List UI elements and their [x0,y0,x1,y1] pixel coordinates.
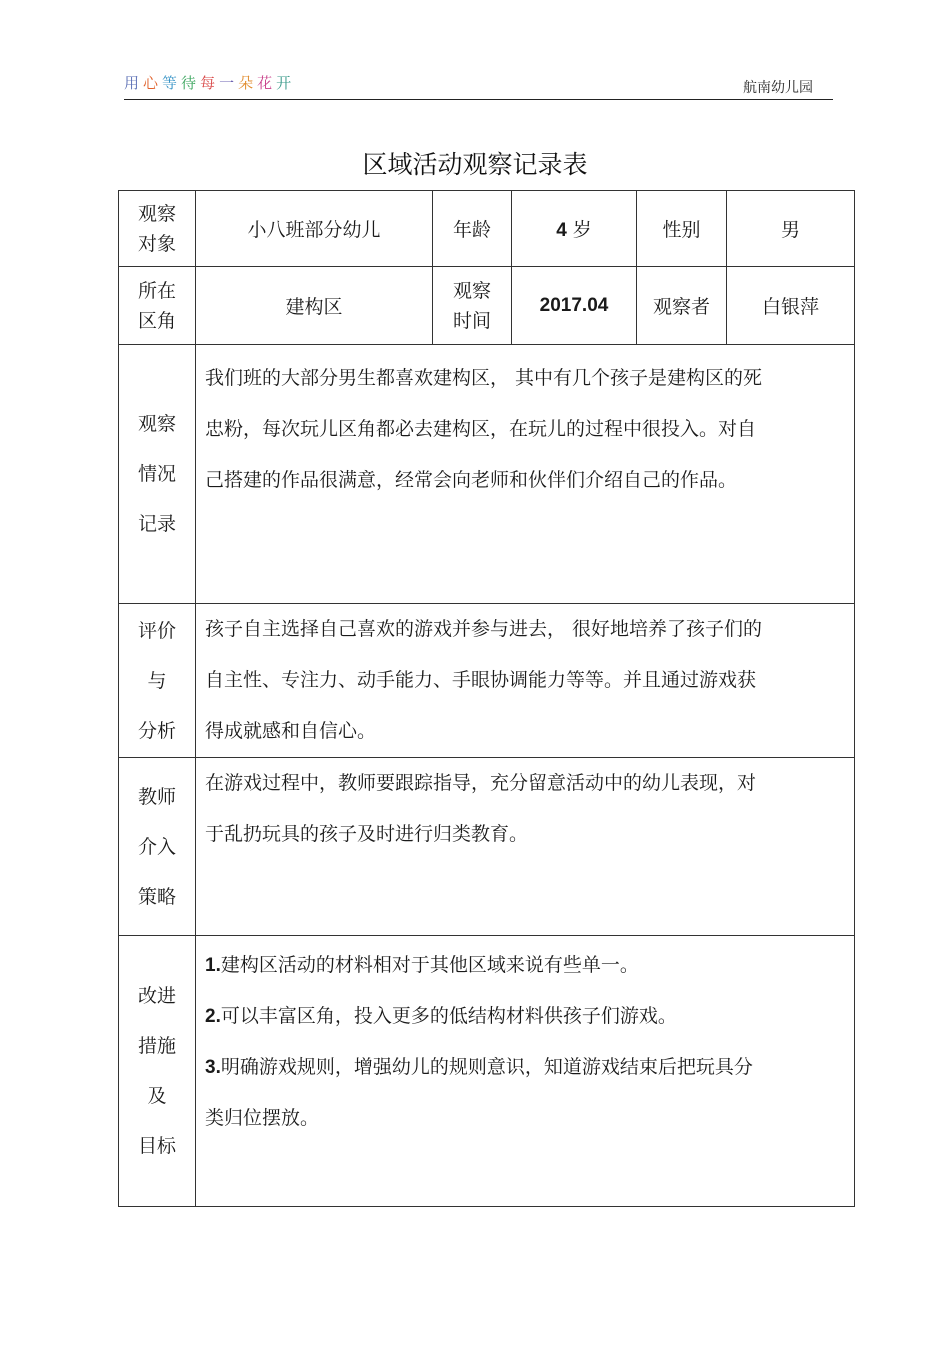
paragraph-line: 忠粉，每次玩儿区角都必去建构区，在玩儿的过程中很投入。对自 [205,418,757,440]
label-line: 时间 [452,309,491,332]
evaluation-content [196,604,855,758]
slogan-char: 心 [143,74,163,92]
paragraph-line: 孩子自主选择自己喜欢的游戏并参与进去， 很好地培养了孩子们的 [205,618,763,640]
label-line: 区角 [137,309,176,332]
page-title: 区域活动观察记录表 [362,150,588,179]
strategy-label [119,758,196,936]
header-slogan [124,72,295,93]
time-label [433,267,512,345]
slogan-char: 一 [219,74,239,92]
slogan-char: 花 [257,74,277,92]
slogan-char: 每 [200,74,220,92]
label-line: 与 [147,669,167,692]
label-line: 及 [147,1085,167,1107]
slogan-char: 待 [181,74,201,92]
evaluation-label [119,604,196,758]
age-unit: 岁 [566,219,592,241]
label-line: 观察 [137,413,176,435]
slogan-char: 用 [124,74,144,92]
strategy-content [196,758,855,936]
age-label: 年龄 [433,191,512,267]
paragraph-line: 于乱扔玩具的孩子及时进行归类教育。 [205,823,529,845]
label-line: 介入 [137,835,176,858]
list-item [205,940,836,991]
item-number: 3. [205,1057,221,1078]
paragraph-line: 我们班的大部分男生都喜欢建构区， 其中有几个孩子是建构区的死 [205,367,763,389]
paragraph-line: 得成就感和自信心。 [205,720,377,742]
time-value: 2017.04 [512,267,637,345]
label-line: 改进 [137,985,176,1007]
label-line: 所在 [137,279,176,302]
slogan-char: 等 [162,74,182,92]
label-line: 情况 [137,463,176,485]
paragraph-line: 自主性、专注力、动手能力、手眼协调能力等等。并且通过游戏获 [205,669,757,691]
table-row [119,936,855,1207]
label-line: 策略 [137,885,176,908]
label-line: 目标 [137,1135,176,1157]
area-value: 建构区 [196,267,433,345]
label-line: 观察 [137,202,176,225]
paragraph-line: 在游戏过程中，教师要跟踪指导，充分留意活动中的幼儿表现，对 [205,772,757,794]
subject-label [119,191,196,267]
age-value [512,191,637,267]
item-text: 明确游戏规则，增强幼儿的规则意识，知道游戏结束后把玩具分 [220,1056,753,1078]
observation-record-table [118,190,855,1207]
paragraph-line: 类归位摆放。 [205,1107,320,1129]
table-row [119,345,855,604]
observer-label: 观察者 [637,267,727,345]
improvement-content [196,936,855,1207]
label-line: 观察 [452,279,491,302]
label-line: 对象 [137,232,176,255]
paragraph-line: 己搭建的作品很满意，经常会向老师和伙伴们介绍自己的作品。 [205,469,738,491]
label-line: 记录 [137,513,176,535]
label-line: 教师 [137,785,176,808]
slogan-char: 开 [276,74,296,92]
table-row [119,758,855,936]
improvement-label [119,936,196,1207]
header-divider [124,99,833,100]
table-row [119,191,855,267]
label-line: 分析 [137,719,176,742]
area-label [119,267,196,345]
observer-value: 白银萍 [727,267,855,345]
table-row [119,267,855,345]
item-text: 建构区活动的材料相对于其他区域来说有些单一。 [220,954,639,976]
slogan-char: 朵 [238,74,258,92]
gender-value: 男 [727,191,855,267]
subject-value: 小八班部分幼儿 [196,191,433,267]
age-number: 4 [556,220,567,241]
table-row [119,604,855,758]
organization-name: 航南幼儿园 [743,80,813,96]
item-number: 1. [205,955,221,976]
item-text: 可以丰富区角，投入更多的低结构材料供孩子们游戏。 [220,1005,677,1027]
item-number: 2. [205,1006,221,1027]
list-item [205,1042,836,1093]
label-line: 措施 [137,1035,176,1057]
list-item [205,991,836,1042]
gender-label: 性别 [637,191,727,267]
label-line: 评价 [137,619,176,642]
observation-label [119,345,196,604]
observation-content [196,345,855,604]
